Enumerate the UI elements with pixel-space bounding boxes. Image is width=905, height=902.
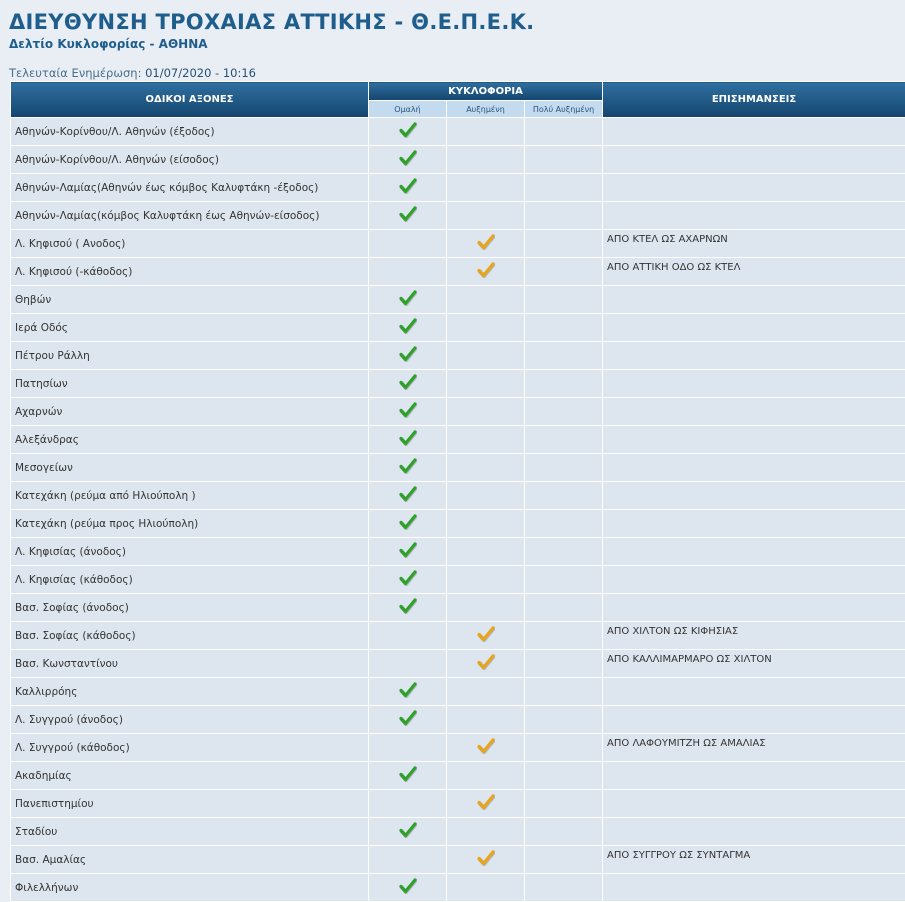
status-cell-very-increased <box>525 818 603 846</box>
road-note <box>603 566 905 594</box>
status-cell-normal <box>369 818 447 846</box>
orange-check-icon <box>477 794 495 810</box>
road-note <box>603 510 905 538</box>
status-cell-normal <box>369 342 447 370</box>
green-check-icon <box>399 598 417 614</box>
green-check-icon <box>399 178 417 194</box>
status-cell-increased <box>447 678 525 706</box>
orange-check-icon <box>477 234 495 250</box>
status-cell-very-increased <box>525 286 603 314</box>
road-name: Σταδίου <box>11 818 369 846</box>
status-cell-normal <box>369 734 447 762</box>
road-note: ΑΠΟ ΑΤΤΙΚΗ ΟΔΟ ΩΣ ΚΤΕΛ <box>603 258 905 286</box>
status-cell-very-increased <box>525 258 603 286</box>
header-roads: ΟΔΙΚΟΙ ΑΞΟΝΕΣ <box>11 82 369 118</box>
road-note <box>603 398 905 426</box>
table-row <box>11 482 905 510</box>
status-cell-normal <box>369 230 447 258</box>
status-cell-increased <box>447 846 525 874</box>
status-cell-normal <box>369 594 447 622</box>
status-cell-normal <box>369 762 447 790</box>
road-name: Πέτρου Ράλλη <box>11 342 369 370</box>
status-cell-normal <box>369 426 447 454</box>
green-check-icon <box>399 514 417 530</box>
road-note <box>603 594 905 622</box>
status-cell-normal <box>369 622 447 650</box>
status-cell-increased <box>447 482 525 510</box>
status-cell-normal <box>369 146 447 174</box>
status-cell-very-increased <box>525 566 603 594</box>
road-note <box>603 342 905 370</box>
header-traffic: ΚΥΚΛΟΦΟΡΙΑ <box>369 82 603 101</box>
table-row <box>11 454 905 482</box>
status-cell-normal <box>369 454 447 482</box>
status-cell-normal <box>369 510 447 538</box>
road-name: Αθηνών-Λαμίας(κόμβος Καλυφτάκη έως Αθηνών-είσοδος) <box>11 202 369 230</box>
status-cell-normal <box>369 258 447 286</box>
road-note: ΑΠΟ ΛΑΦΟΥΜΙΤΖΗ ΩΣ ΑΜΑΛΙΑΣ <box>603 734 905 762</box>
status-cell-normal <box>369 846 447 874</box>
status-cell-very-increased <box>525 706 603 734</box>
road-note <box>603 118 905 146</box>
status-cell-very-increased <box>525 146 603 174</box>
table-row <box>11 258 905 286</box>
table-row <box>11 818 905 846</box>
green-check-icon <box>399 402 417 418</box>
status-cell-increased <box>447 258 525 286</box>
green-check-icon <box>399 374 417 390</box>
road-name: Ιερά Οδός <box>11 314 369 342</box>
table-row <box>11 314 905 342</box>
table-row <box>11 426 905 454</box>
road-note <box>603 286 905 314</box>
table-row <box>11 706 905 734</box>
status-cell-increased <box>447 426 525 454</box>
table-row <box>11 370 905 398</box>
status-cell-increased <box>447 230 525 258</box>
green-check-icon <box>399 122 417 138</box>
road-name: Λ. Κηφισού ( Ανοδος) <box>11 230 369 258</box>
status-cell-very-increased <box>525 650 603 678</box>
table-row <box>11 650 905 678</box>
status-cell-normal <box>369 650 447 678</box>
status-cell-very-increased <box>525 426 603 454</box>
status-cell-very-increased <box>525 314 603 342</box>
green-check-icon <box>399 290 417 306</box>
status-cell-normal <box>369 314 447 342</box>
green-check-icon <box>399 710 417 726</box>
green-check-icon <box>399 206 417 222</box>
status-cell-increased <box>447 202 525 230</box>
status-cell-normal <box>369 482 447 510</box>
road-name: Λ. Κηφισίας (άνοδος) <box>11 538 369 566</box>
road-note <box>603 454 905 482</box>
road-name: Πανεπιστημίου <box>11 790 369 818</box>
status-cell-very-increased <box>525 174 603 202</box>
green-check-icon <box>399 430 417 446</box>
orange-check-icon <box>477 654 495 670</box>
status-cell-very-increased <box>525 202 603 230</box>
road-note <box>603 678 905 706</box>
road-name: Λ. Κηφισού (-κάθοδος) <box>11 258 369 286</box>
road-name: Βασ. Κωνσταντίνου <box>11 650 369 678</box>
road-note <box>603 706 905 734</box>
status-cell-very-increased <box>525 510 603 538</box>
last-updated-value: 01/07/2020 - 10:16 <box>145 66 256 80</box>
road-note <box>603 146 905 174</box>
header-notes: ΕΠΙΣΗΜΑΝΣΕΙΣ <box>603 82 905 118</box>
green-check-icon <box>399 346 417 362</box>
table-row <box>11 342 905 370</box>
status-cell-very-increased <box>525 538 603 566</box>
status-cell-increased <box>447 314 525 342</box>
table-row <box>11 566 905 594</box>
status-cell-increased <box>447 874 525 902</box>
page-title: ΔΙΕΥΘΥΝΣΗ ΤΡΟΧΑΙΑΣ ΑΤΤΙΚΗΣ - Θ.Ε.Π.Ε.Κ. <box>9 9 534 35</box>
status-cell-increased <box>447 398 525 426</box>
road-name: Αθηνών-Λαμίας(Αθηνών έως κόμβος Καλυφτάκη -έξοδος) <box>11 174 369 202</box>
road-note <box>603 818 905 846</box>
green-check-icon <box>399 822 417 838</box>
road-name: Κατεχάκη (ρεύμα προς Ηλιούπολη) <box>11 510 369 538</box>
road-note: ΑΠΟ ΚΤΕΛ ΩΣ ΑΧΑΡΝΩΝ <box>603 230 905 258</box>
road-name: Λ. Κηφισίας (κάθοδος) <box>11 566 369 594</box>
green-check-icon <box>399 150 417 166</box>
status-cell-increased <box>447 286 525 314</box>
green-check-icon <box>399 682 417 698</box>
orange-check-icon <box>477 738 495 754</box>
table-row <box>11 146 905 174</box>
page-subtitle: Δελτίο Κυκλοφορίας - ΑΘΗΝΑ <box>9 36 534 52</box>
road-name: Βασ. Σοφίας (κάθοδος) <box>11 622 369 650</box>
status-cell-increased <box>447 734 525 762</box>
orange-check-icon <box>477 262 495 278</box>
status-cell-very-increased <box>525 118 603 146</box>
status-cell-increased <box>447 538 525 566</box>
road-name: Αθηνών-Κορίνθου/Λ. Αθηνών (είσοδος) <box>11 146 369 174</box>
table-row <box>11 286 905 314</box>
road-note <box>603 482 905 510</box>
status-cell-normal <box>369 706 447 734</box>
road-name: Ακαδημίας <box>11 762 369 790</box>
road-note <box>603 314 905 342</box>
status-cell-very-increased <box>525 734 603 762</box>
status-cell-normal <box>369 398 447 426</box>
status-cell-normal <box>369 202 447 230</box>
road-note: ΑΠΟ ΚΑΛΛΙΜΑΡΜΑΡΟ ΩΣ ΧΙΛΤΟΝ <box>603 650 905 678</box>
status-cell-very-increased <box>525 370 603 398</box>
status-cell-increased <box>447 510 525 538</box>
header-very-increased: Πολύ Αυξημένη <box>525 101 603 118</box>
road-name: Πατησίων <box>11 370 369 398</box>
status-cell-very-increased <box>525 846 603 874</box>
road-name: Λ. Συγγρού (κάθοδος) <box>11 734 369 762</box>
status-cell-increased <box>447 594 525 622</box>
status-cell-very-increased <box>525 230 603 258</box>
table-row <box>11 202 905 230</box>
road-note <box>603 174 905 202</box>
status-cell-normal <box>369 790 447 818</box>
status-cell-increased <box>447 370 525 398</box>
green-check-icon <box>399 878 417 894</box>
status-cell-very-increased <box>525 342 603 370</box>
status-cell-normal <box>369 566 447 594</box>
traffic-table <box>10 81 905 902</box>
table-row <box>11 538 905 566</box>
header-normal: Ομαλή <box>369 101 447 118</box>
status-cell-normal <box>369 370 447 398</box>
last-updated <box>9 66 256 80</box>
page-header <box>9 9 534 52</box>
table-row <box>11 874 905 902</box>
road-note <box>603 426 905 454</box>
status-cell-increased <box>447 622 525 650</box>
last-updated-label: Τελευταία Ενημέρωση: <box>9 66 141 80</box>
table-row <box>11 398 905 426</box>
road-name: Κατεχάκη (ρεύμα από Ηλιούπολη ) <box>11 482 369 510</box>
status-cell-increased <box>447 566 525 594</box>
status-cell-normal <box>369 538 447 566</box>
orange-check-icon <box>477 626 495 642</box>
status-cell-very-increased <box>525 874 603 902</box>
road-name: Αθηνών-Κορίνθου/Λ. Αθηνών (έξοδος) <box>11 118 369 146</box>
status-cell-very-increased <box>525 594 603 622</box>
road-note <box>603 202 905 230</box>
status-cell-increased <box>447 342 525 370</box>
road-name: Αχαρνών <box>11 398 369 426</box>
road-note <box>603 370 905 398</box>
traffic-rows <box>11 118 905 902</box>
road-name: Φιλελλήνων <box>11 874 369 902</box>
green-check-icon <box>399 318 417 334</box>
status-cell-very-increased <box>525 454 603 482</box>
table-row <box>11 846 905 874</box>
road-note <box>603 538 905 566</box>
table-row <box>11 118 905 146</box>
status-cell-increased <box>447 818 525 846</box>
status-cell-increased <box>447 454 525 482</box>
road-name: Βασ. Σοφίας (άνοδος) <box>11 594 369 622</box>
table-row <box>11 230 905 258</box>
table-row <box>11 678 905 706</box>
status-cell-increased <box>447 650 525 678</box>
status-cell-increased <box>447 174 525 202</box>
status-cell-normal <box>369 286 447 314</box>
orange-check-icon <box>477 850 495 866</box>
green-check-icon <box>399 542 417 558</box>
table-row <box>11 734 905 762</box>
table-row <box>11 790 905 818</box>
header-increased: Αυξημένη <box>447 101 525 118</box>
status-cell-very-increased <box>525 482 603 510</box>
status-cell-very-increased <box>525 678 603 706</box>
status-cell-increased <box>447 706 525 734</box>
road-name: Θηβών <box>11 286 369 314</box>
table-row <box>11 174 905 202</box>
road-name: Καλλιρρόης <box>11 678 369 706</box>
road-note <box>603 790 905 818</box>
status-cell-increased <box>447 762 525 790</box>
status-cell-very-increased <box>525 622 603 650</box>
table-row <box>11 510 905 538</box>
road-name: Μεσογείων <box>11 454 369 482</box>
green-check-icon <box>399 458 417 474</box>
status-cell-very-increased <box>525 790 603 818</box>
status-cell-normal <box>369 174 447 202</box>
status-cell-very-increased <box>525 762 603 790</box>
status-cell-increased <box>447 790 525 818</box>
road-name: Λ. Συγγρού (άνοδος) <box>11 706 369 734</box>
status-cell-very-increased <box>525 398 603 426</box>
table-row <box>11 622 905 650</box>
road-note: ΑΠΟ ΧΙΛΤΟΝ ΩΣ ΚΙΦΗΣΙΑΣ <box>603 622 905 650</box>
green-check-icon <box>399 570 417 586</box>
status-cell-normal <box>369 118 447 146</box>
road-name: Αλεξάνδρας <box>11 426 369 454</box>
road-note <box>603 874 905 902</box>
status-cell-normal <box>369 678 447 706</box>
green-check-icon <box>399 766 417 782</box>
green-check-icon <box>399 486 417 502</box>
status-cell-normal <box>369 874 447 902</box>
road-name: Βασ. Αμαλίας <box>11 846 369 874</box>
status-cell-increased <box>447 118 525 146</box>
table-row <box>11 594 905 622</box>
road-note <box>603 762 905 790</box>
status-cell-increased <box>447 146 525 174</box>
table-row <box>11 762 905 790</box>
road-note: ΑΠΟ ΣΥΓΓΡΟΥ ΩΣ ΣΥΝΤΑΓΜΑ <box>603 846 905 874</box>
